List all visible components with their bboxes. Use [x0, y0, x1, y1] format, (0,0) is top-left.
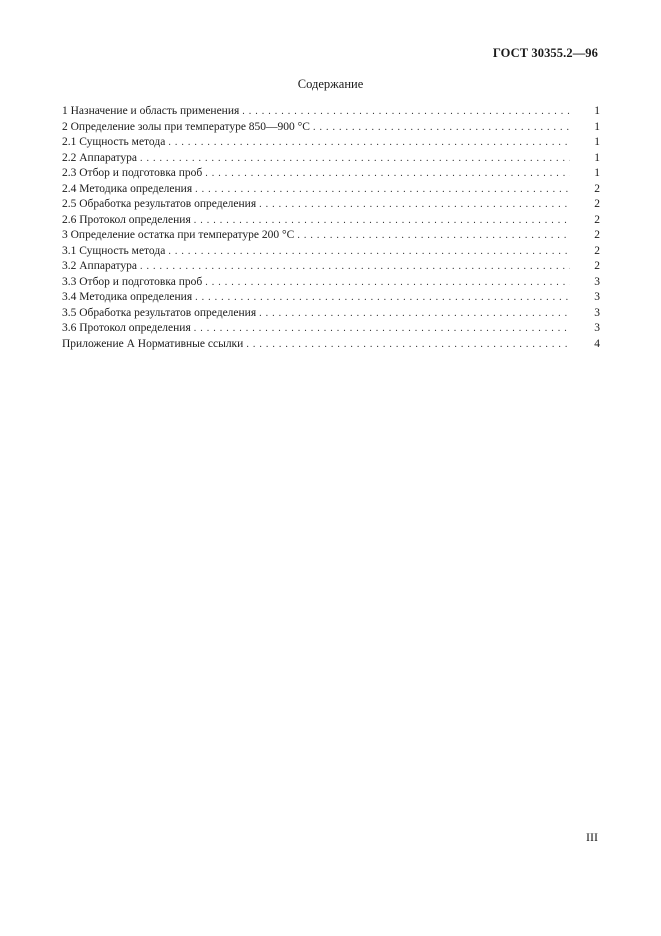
toc-entry-page: 2	[594, 260, 600, 272]
toc-leader-dots	[168, 135, 570, 151]
toc-entry[interactable]	[62, 213, 600, 229]
toc-entry-page: 1	[594, 136, 600, 148]
toc-entry-label: 2.2 Аппаратура	[62, 151, 138, 164]
table-of-contents	[62, 104, 600, 352]
toc-entry-page: 2	[594, 213, 600, 226]
toc-entry-page: 3	[594, 275, 600, 288]
standard-code: ГОСТ 30355.2—96	[492, 46, 598, 60]
toc-entry-page: 2	[594, 229, 600, 241]
toc-leader-dots	[297, 228, 570, 244]
toc-leader-dots	[246, 337, 570, 353]
toc-title: Содержание	[297, 77, 364, 91]
toc-leader-dots	[194, 321, 570, 337]
toc-leader-dots	[195, 290, 570, 306]
toc-entry[interactable]	[62, 151, 600, 167]
toc-entry-label: 3.4 Методика определения	[62, 291, 193, 303]
toc-entry-page: 3	[594, 291, 600, 303]
toc-entry[interactable]	[62, 306, 600, 322]
toc-entry-label: 3.3 Отбор и подготовка проб	[62, 275, 203, 288]
toc-leader-dots	[168, 244, 570, 260]
toc-entry-label: 2 Определение золы при температуре 850—900 °С	[62, 120, 310, 133]
toc-entry-page: 1	[594, 151, 600, 164]
toc-entry[interactable]	[62, 275, 600, 291]
page-number: III	[586, 830, 598, 844]
toc-entry-page: 1	[594, 167, 600, 179]
toc-entry-label: 3.2 Аппаратура	[62, 260, 138, 272]
toc-entry-page: 4	[594, 337, 600, 350]
toc-entry-page: 2	[594, 182, 600, 195]
toc-leader-dots	[194, 213, 570, 229]
toc-leader-dots	[205, 166, 570, 182]
toc-entry-label: 2.1 Сущность метода	[62, 136, 166, 148]
toc-entry-page: 3	[594, 322, 600, 334]
toc-entry[interactable]	[62, 182, 600, 198]
toc-entry-label: 3.6 Протокол определения	[62, 322, 191, 334]
toc-entry[interactable]	[62, 259, 600, 275]
toc-entry[interactable]	[62, 244, 600, 260]
toc-entry-label: 2.6 Протокол определения	[62, 213, 191, 226]
toc-entry[interactable]	[62, 337, 600, 353]
toc-entry-page: 1	[594, 105, 600, 117]
toc-entry-label: 2.4 Методика определения	[62, 182, 193, 195]
toc-entry-label: 2.3 Отбор и подготовка проб	[62, 167, 203, 179]
toc-leader-dots	[259, 306, 570, 322]
toc-leader-dots	[195, 182, 570, 198]
toc-leader-dots	[242, 104, 570, 120]
toc-entry[interactable]	[62, 166, 600, 182]
toc-entry-page: 3	[594, 306, 600, 319]
toc-entry-label: 1 Назначение и область применения	[62, 105, 240, 117]
toc-entry[interactable]	[62, 228, 600, 244]
toc-leader-dots	[259, 197, 570, 213]
toc-leader-dots	[205, 275, 570, 291]
toc-entry[interactable]	[62, 120, 600, 136]
toc-leader-dots	[140, 259, 570, 275]
toc-entry[interactable]	[62, 321, 600, 337]
toc-leader-dots	[140, 151, 570, 167]
toc-entry[interactable]	[62, 135, 600, 151]
toc-entry-label: 3.1 Сущность метода	[62, 244, 166, 257]
toc-entry-label: Приложение А Нормативные ссылки	[62, 337, 244, 350]
toc-entry-page: 2	[594, 244, 600, 257]
toc-entry[interactable]	[62, 104, 600, 120]
toc-entry-page: 1	[594, 120, 600, 133]
toc-entry-label: 2.5 Обработка результатов определения	[62, 198, 257, 210]
toc-entry[interactable]	[62, 290, 600, 306]
toc-leader-dots	[313, 120, 570, 136]
toc-entry[interactable]	[62, 197, 600, 213]
toc-entry-label: 3.5 Обработка результатов определения	[62, 306, 257, 319]
toc-entry-label: 3 Определение остатка при температуре 200 °С	[62, 229, 295, 241]
toc-entry-page: 2	[594, 198, 600, 210]
